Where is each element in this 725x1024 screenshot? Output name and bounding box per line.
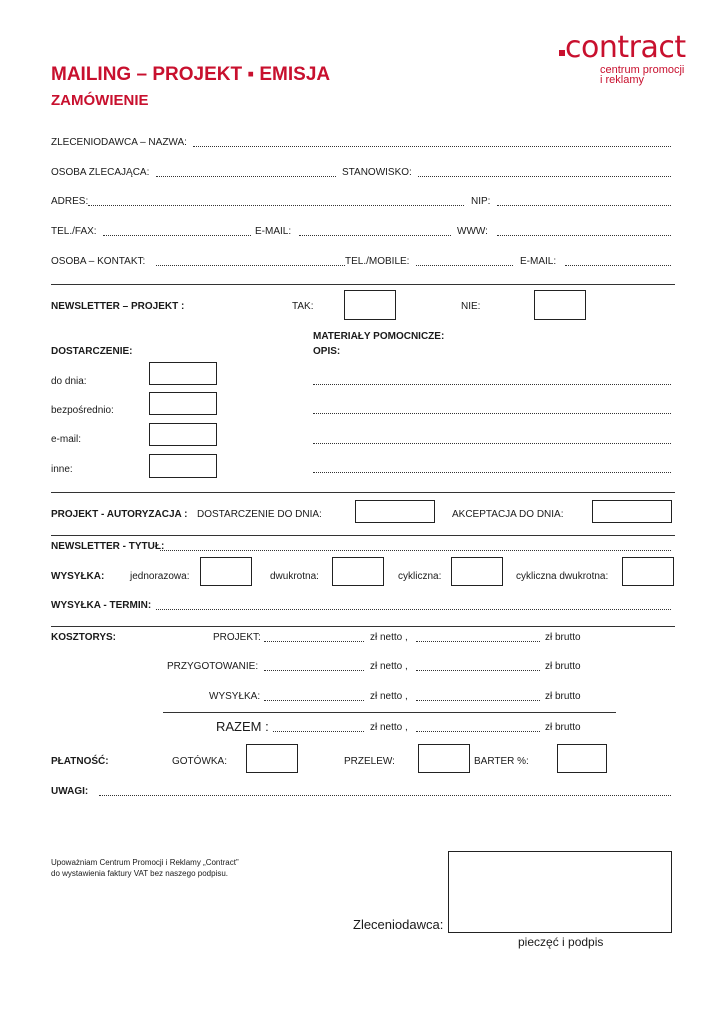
form-title: MAILING – PROJEKT ▪ EMISJA [51, 64, 331, 85]
label-przelew: PRZELEW: [344, 756, 395, 767]
label-zleceniodawca-sign: Zleceniodawca: [353, 917, 444, 932]
field-nip[interactable] [497, 205, 671, 206]
label-razem: RAZEM : [216, 719, 269, 734]
label-dostarczenie: DOSTARCZENIE: [51, 346, 133, 357]
label-email: E-MAIL: [255, 226, 292, 237]
field-akceptacja[interactable] [592, 500, 672, 523]
label-newsletter-projekt: NEWSLETTER – PROJEKT : [51, 301, 185, 312]
label-stanowisko: STANOWISKO: [342, 167, 412, 178]
field-www[interactable] [497, 235, 671, 236]
label-akceptacja: AKCEPTACJA DO DNIA: [452, 509, 564, 520]
checkbox-nie[interactable] [534, 290, 586, 320]
field-tel-fax[interactable] [103, 235, 251, 236]
logo-line2: i reklamy [600, 74, 645, 86]
label-bezposrednio: bezpośrednio: [51, 405, 114, 416]
label-osoba-zlecajaca: OSOBA ZLECAJĄCA: [51, 167, 150, 178]
field-razem-brutto[interactable] [416, 731, 540, 732]
form-subtitle: ZAMÓWIENIE [51, 92, 149, 109]
logo-line1: centrum promocji [600, 64, 685, 76]
field-adres[interactable] [88, 205, 464, 206]
sum-divider [163, 712, 616, 713]
label-cykliczna: cykliczna: [398, 571, 442, 582]
checkbox-jednorazowa[interactable] [200, 557, 252, 586]
field-osoba-kontakt[interactable] [156, 265, 345, 266]
authorization-note-2: do wystawienia faktury VAT bez naszego podpisu. [51, 869, 228, 878]
label-projekt-brutto: zł brutto [545, 632, 581, 643]
field-uwagi[interactable] [99, 795, 671, 796]
label-opis: OPIS: [313, 346, 341, 357]
divider [51, 535, 675, 536]
field-wysylka-netto[interactable] [264, 700, 364, 701]
field-tytul[interactable] [160, 550, 671, 551]
field-opis-4[interactable] [313, 472, 671, 473]
authorization-note-1: Upoważniam Centrum Promocji i Reklamy „Contract” [51, 858, 239, 867]
label-przygotowanie-netto: zł netto , [370, 661, 408, 672]
field-termin[interactable] [156, 609, 671, 610]
field-osoba-zlecajaca[interactable] [156, 176, 336, 177]
field-wysylka-brutto[interactable] [416, 700, 540, 701]
checkbox-do-dnia[interactable] [149, 362, 217, 385]
label-wysylka: WYSYŁKA: [51, 571, 105, 582]
label-tel-fax: TEL./FAX: [51, 226, 97, 237]
label-nip: NIP: [471, 196, 491, 207]
label-cykliczna-dwukrotna: cykliczna dwukrotna: [516, 571, 609, 582]
label-autoryzacja: PROJEKT - AUTORYZACJA : [51, 509, 188, 520]
label-projekt: PROJEKT: [213, 632, 261, 643]
divider [51, 284, 675, 285]
label-razem-netto: zł netto , [370, 722, 408, 733]
label-platnosc: PŁATNOŚĆ: [51, 756, 109, 767]
checkbox-e-mail[interactable] [149, 423, 217, 446]
field-barter[interactable] [557, 744, 607, 773]
label-tak: TAK: [292, 301, 314, 312]
label-email-2: E-MAIL: [520, 256, 557, 267]
label-razem-brutto: zł brutto [545, 722, 581, 733]
field-dostarczenie-do-dnia[interactable] [355, 500, 435, 523]
label-dostarczenie-do-dnia: DOSTARCZENIE DO DNIA: [197, 509, 322, 520]
label-termin: WYSYŁKA - TERMIN: [51, 600, 152, 611]
label-wysylka-brutto: zł brutto [545, 691, 581, 702]
checkbox-cykliczna-dwukrotna[interactable] [622, 557, 674, 586]
label-barter: BARTER %: [474, 756, 529, 767]
divider [51, 626, 675, 627]
checkbox-inne[interactable] [149, 454, 217, 478]
label-adres: ADRES: [51, 196, 89, 207]
label-materialy: MATERIAŁY POMOCNICZE: [313, 331, 445, 342]
label-tel-mobile: TEL./MOBILE: [345, 256, 410, 267]
checkbox-gotowka[interactable] [246, 744, 298, 773]
field-opis-3[interactable] [313, 443, 671, 444]
label-przygotowanie-brutto: zł brutto [545, 661, 581, 672]
field-email-2[interactable] [565, 265, 671, 266]
field-zleceniodawca[interactable] [193, 146, 671, 147]
field-email[interactable] [299, 235, 451, 236]
field-opis-1[interactable] [313, 384, 671, 385]
label-tytul: NEWSLETTER - TYTUŁ: [51, 541, 165, 552]
field-stanowisko[interactable] [418, 176, 671, 177]
label-osoba-kontakt: OSOBA – KONTAKT: [51, 256, 146, 267]
field-razem-netto[interactable] [273, 731, 364, 732]
field-tel-mobile[interactable] [416, 265, 513, 266]
label-www: WWW: [457, 226, 488, 237]
signature-box[interactable] [448, 851, 672, 933]
label-dwukrotna: dwukrotna: [270, 571, 319, 582]
label-wysylka-koszt: WYSYŁKA: [209, 691, 261, 702]
label-uwagi: UWAGI: [51, 786, 89, 797]
label-projekt-netto: zł netto , [370, 632, 408, 643]
divider [51, 492, 675, 493]
label-do-dnia: do dnia: [51, 376, 87, 387]
label-zleceniodawca: ZLECENIODAWCA – NAZWA: [51, 137, 187, 148]
checkbox-tak[interactable] [344, 290, 396, 320]
label-e-mail: e-mail: [51, 434, 82, 445]
label-pieczec-podpis: pieczęć i podpis [518, 935, 604, 949]
logo-word: contract [565, 30, 686, 65]
field-opis-2[interactable] [313, 413, 671, 414]
checkbox-przelew[interactable] [418, 744, 470, 773]
field-przygotowanie-netto[interactable] [264, 670, 364, 671]
checkbox-cykliczna[interactable] [451, 557, 503, 586]
label-wysylka-netto: zł netto , [370, 691, 408, 702]
field-projekt-netto[interactable] [264, 641, 364, 642]
field-projekt-brutto[interactable] [416, 641, 540, 642]
checkbox-dwukrotna[interactable] [332, 557, 384, 586]
field-przygotowanie-brutto[interactable] [416, 670, 540, 671]
label-nie: NIE: [461, 301, 481, 312]
checkbox-bezposrednio[interactable] [149, 392, 217, 415]
label-inne: inne: [51, 464, 73, 475]
label-jednorazowa: jednorazowa: [130, 571, 190, 582]
label-kosztorys: KOSZTORYS: [51, 632, 117, 643]
label-przygotowanie: PRZYGOTOWANIE: [167, 661, 259, 672]
label-gotowka: GOTÓWKA: [172, 756, 227, 767]
